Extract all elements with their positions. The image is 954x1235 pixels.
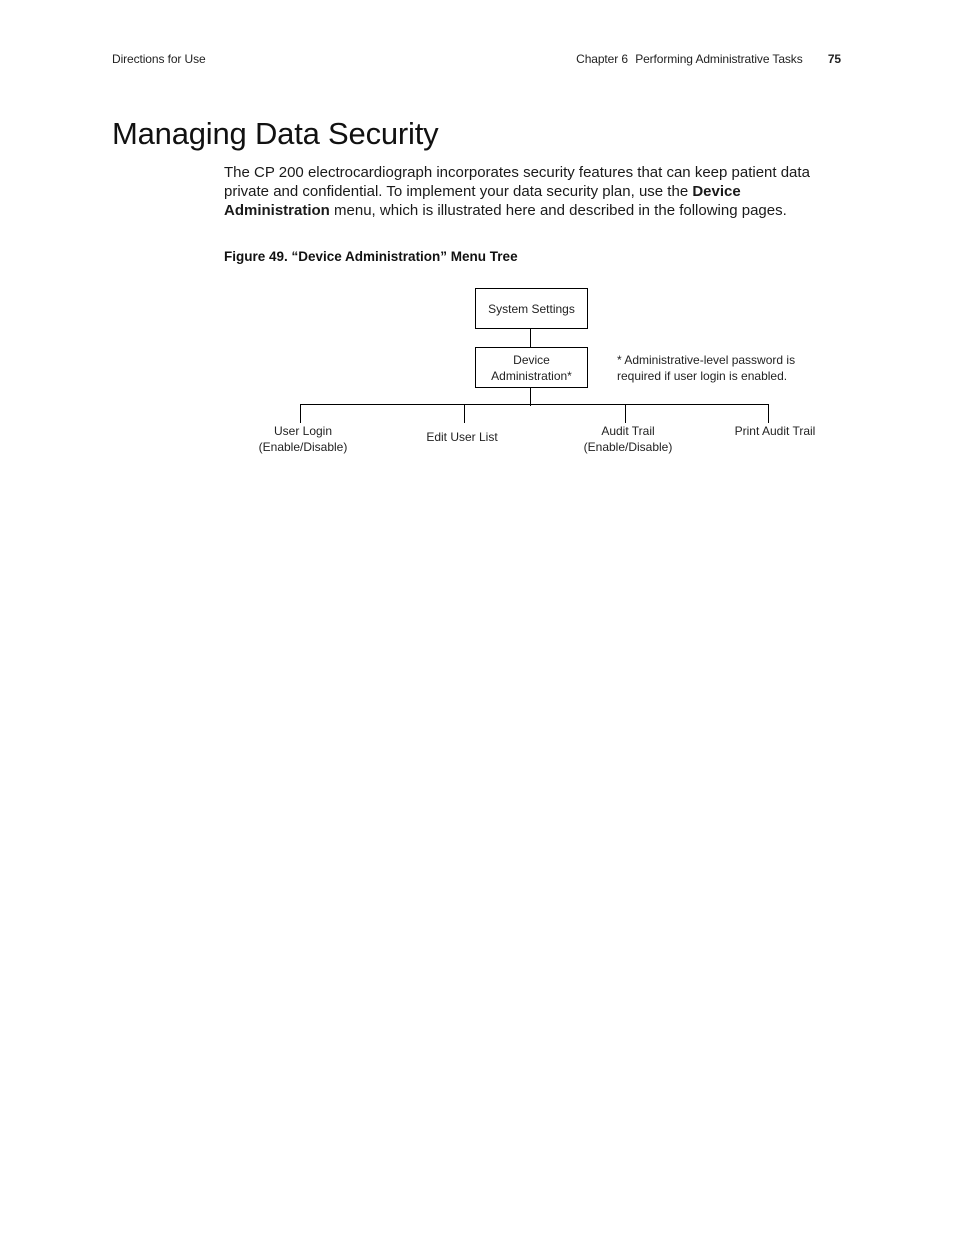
password-note [617,352,817,384]
child-node-label-line1: Device [513,352,550,367]
leaf-print-audit-trail [720,423,830,439]
horizontal-bus [300,404,769,405]
leaf-user-login [253,423,353,455]
intro-bold-term: Device Administration [224,183,741,219]
leaf-edit-user-list-line1: Edit User List [426,430,498,444]
leaf-user-login-line1: User Login [273,424,333,438]
drop-leaf-4 [768,404,769,423]
root-node-label: System Settings [488,301,575,316]
root-node-system-settings [475,288,588,329]
leaf-user-login-line2: (Enable/Disable) [258,440,348,454]
section-title: Managing Data Security [112,116,439,151]
intro-text-after: menu, which is illustrated here and described in the following pages. [329,202,787,219]
child-node-device-administration [475,347,588,388]
page-number: 75 [827,52,841,66]
connector-root-child [530,329,531,347]
running-header-left: Directions for Use [112,52,206,66]
leaf-edit-user-list [412,429,512,445]
chapter-label: Chapter 6 [576,52,628,66]
drop-leaf-1 [300,404,301,423]
leaf-print-audit-trail-line1: Print Audit Trail [734,424,816,438]
note-line2: required if user login is enabled. [617,369,788,383]
leaf-audit-trail-line2: (Enable/Disable) [583,440,673,454]
drop-leaf-3 [625,404,626,423]
chapter-title: Performing Administrative Tasks [635,52,803,66]
intro-text-before: The CP 200 electrocardiograph incorporates security features that can keep patient data private and confidential. To implement your data security plan, use the [224,164,810,200]
note-line1: * Administrative-level password is [617,353,796,367]
figure-caption: Figure 49. “Device Administration” Menu Tree [224,249,518,264]
leaf-audit-trail-line1: Audit Trail [601,424,655,438]
drop-leaf-2 [464,404,465,423]
child-node-label-line2: Administration* [491,368,572,383]
menu-tree-diagram [0,0,954,500]
leaf-audit-trail [578,423,678,455]
